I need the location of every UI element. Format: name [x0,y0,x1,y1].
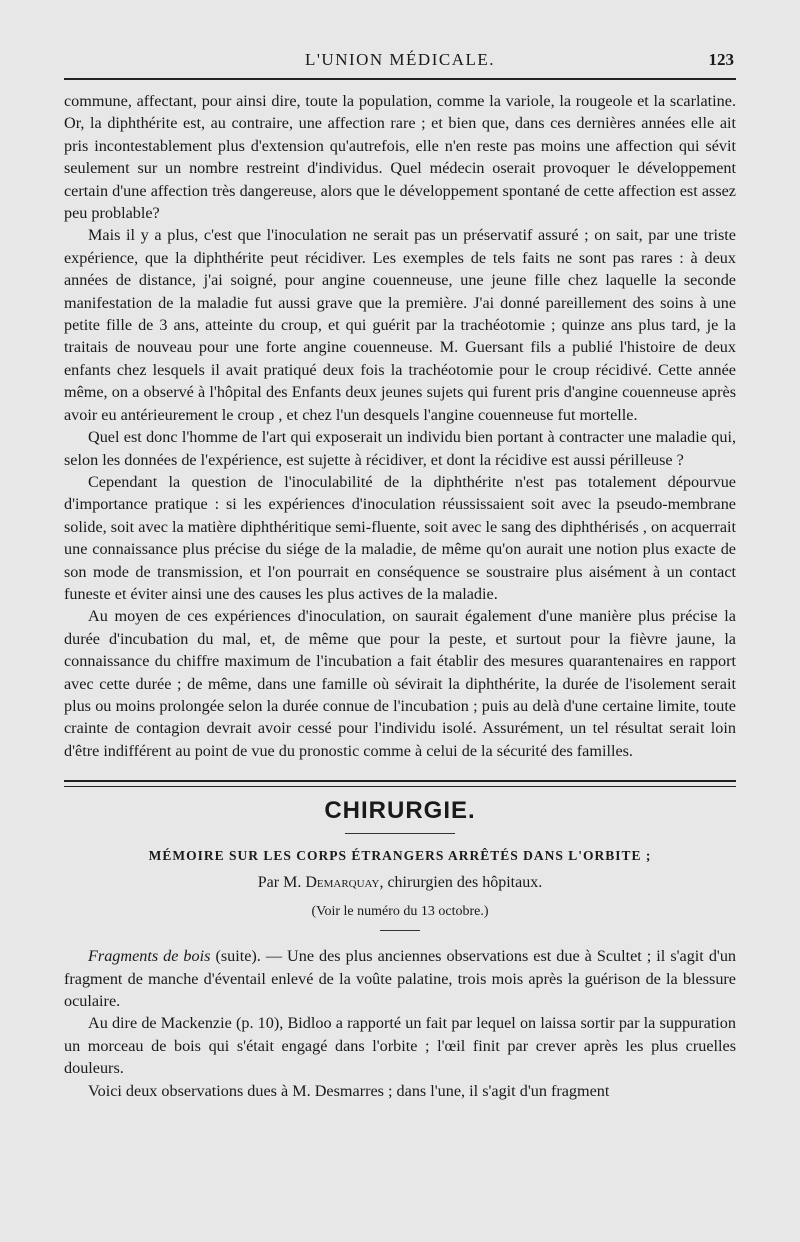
page-number: 123 [708,50,734,69]
paragraph: Quel est donc l'homme de l'art qui exposerait un individu bien portant à contracter une maladie qui, selon les données de l'expérience, est sujette à récidiver, et dont la récidive est aussi périlleuse ? [64,428,736,469]
paragraph: commune, affectant, pour ainsi dire, toute la population, comme la variole, la rougeole et la scarlatine. Or, la diphthérite est, au contraire, une affection rare ; et bien que, dans ces dernières années elle ait pris incontestablement plus d'extension qu'autrefois, elle n'en reste pas moins une affection qui sévit seulement sur un nombre restreint d'individus. Quel médecin oserait provoquer le développement certain d'une affection très dangereuse, alors que le développement spontané de cette affection est assez peu problable? [64,92,736,223]
memoir-title: MÉMOIRE SUR LES CORPS ÉTRANGERS ARRÊTÉS DANS L'ORBITE ; [148,848,652,864]
paragraph [64,945,736,1012]
author-suffix: , chirurgien des hôpitaux. [379,874,543,892]
paragraph: Cependant la question de l'inoculabilité de la diphthérite n'est pas totalement dépourvue d'importance pratique : si les expériences d'inoculation réussissaient soit avec la pseudo-membrane solide, soit avec la matière diphthéritique semi-fluente, soit avec le sang des diphthérisés , on acquerrait une connaissance plus précise du siége de la maladie, de même qu'on aurait une notion plus exacte de son mode de transmission, et l'on pourrait en conséquence se soustraire plus aisément à un contact funeste et éviter ainsi une des causes les plus actives de la maladie. [64,472,736,603]
memoir-rule [380,930,420,931]
memoir-reference: (Voir le numéro du 13 octobre.) [311,904,489,920]
paragraph: Au moyen de ces expériences d'inoculation, on saurait également d'une manière plus précise la durée d'incubation du mal, et, de même que pour la peste, et surtout pour la fièvre jaune, la connaissance du chiffre maximum de l'incubation a fait établir des mesures quarantenaires en rapport avec cette durée ; de même, dans une famille où sévirait la diphthérite, la durée de l'isolement serait plus ou moins prolongée selon la durée connue de l'incubation ; puis au delà d'une certaine limite, toute crainte de contagion devrait avoir cessé pour l'individu isolé. Assurément, un tel résultat serait loin d'être indifférent au point de vue du pronostic comme à celui de la sécurité des familles. [64,607,736,760]
running-title: L'UNION MÉDICALE. [304,50,496,69]
memoir-author [64,874,736,892]
memoir-body [64,945,736,1102]
paragraph: Voici deux observations dues à M. Desmarres ; dans l'une, il s'agit d'un fragment [88,1081,610,1100]
paragraph: Au dire de Mackenzie (p. 10), Bidloo a rapporté un fait par lequel on laissa sortir par la suppuration un morceau de bois qui s'était engagé dans l'orbite ; l'œil finit par crever après les plus cruelles douleurs. [64,1014,736,1078]
paragraph: Mais il y a plus, c'est que l'inoculation ne serait pas un préservatif assuré ; on sait, par une triste expérience, que la diphthérite peut récidiver. Les exemples de tels faits ne sont pas rares : à deux années de distance, j'ai soigné, pour angine couenneuse, une jeune fille chez laquelle la seconde manifestation de la maladie fut aussi grave que la première. J'ai donné pareillement des soins à une petite fille de 3 ans, atteinte du croup, et qui guérit par la trachéotomie ; quinze ans plus tard, je la traitais de nouveau pour une forte angine couenneuse. M. Guersant fils a publié l'histoire de deux enfants chez lesquels il avait pratiqué deux fois la trachéotomie pour le croup récidivé. Cette année même, on a observé à l'hôpital des Enfants deux jeunes sujets qui furent pris d'angine couenneuse après avoir eu antérieurement le croup , et chez l'un desquels l'angine couenneuse fut mortelle. [64,226,736,424]
header-rule [64,78,736,80]
section-title: CHIRURGIE. [324,797,476,825]
running-head [64,44,736,72]
section-title-rule [345,833,455,834]
paragraph-lead: Fragments de bois [88,947,211,966]
author-prefix: Par M. [257,874,302,892]
paragraph-rest: (suite). — Une des plus anciennes observations est due à Scultet ; il s'agit d'un fragment de manche d'éventail enlevé de la voûte palatine, trois mois après la guérison de la blessure oculaire. [64,947,737,1010]
section-divider [64,780,736,787]
article-body [64,90,736,762]
author-name: Demarquay [305,874,380,892]
